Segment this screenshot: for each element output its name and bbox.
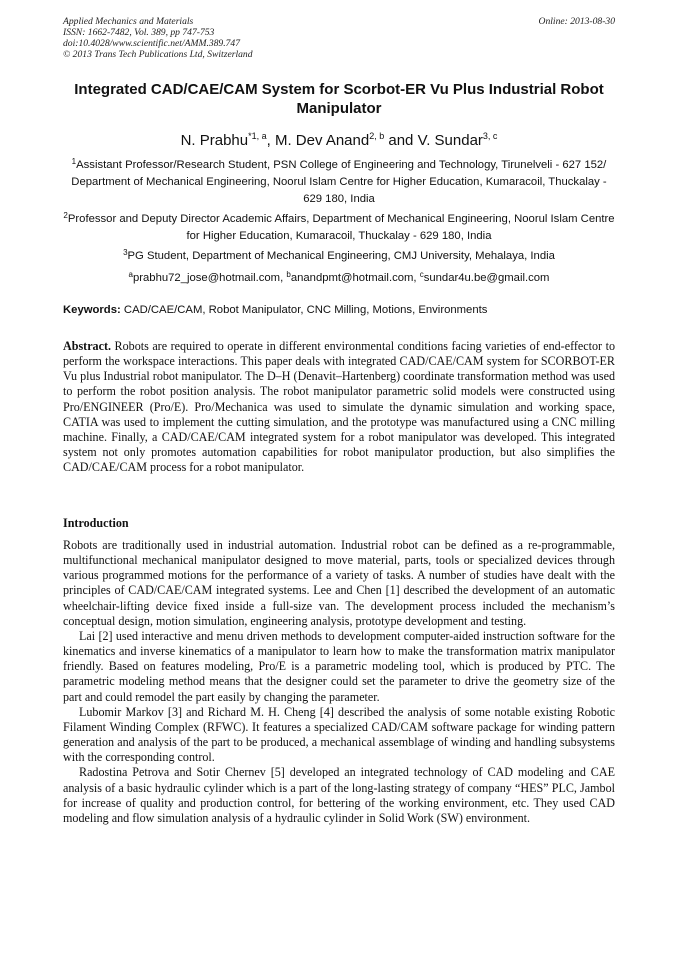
abstract — [63, 339, 615, 475]
online-date: Online: 2013-08-30 — [538, 16, 615, 27]
email-link[interactable]: anandpmt@hotmail.com, — [290, 272, 420, 284]
paragraph: Radostina Petrova and Sotir Chernev [5] developed an integrated technology of CAD modeling and CAE analysis of a basic hydraulic cylinder which is a part of the long-lasting strategy of company “HES” PLC, Jambol for increase of quality and production control, for bettering of the working environment, etc. They used CAD modeling and flow simulation analysis of a hydraulic cylinder in Solid Work (SW) environment. — [63, 765, 615, 825]
abstract-text: Robots are required to operate in different environmental conditions facing varieties of end-effector to perform the workspace interactions. This paper deals with integrated CAD/CAE/CAM system for SCORBOT-ER Vu plus Industrial robot manipulator. The D–H (Denavit–Hartenberg) coordinate transformation method was used to perform the robot position analysis. The robot manipulator parametric solid models were constructed using Pro/ENGINEER (Pro/E). Pro/Mechanica was used to simulate the dynamic simulation and working space, CATIA was used to implement the cutting simulation, and the prototype was manufactured using a CNC milling machine. Finally, a CAD/CAE/CAM integrated system for a robot manipulator was developed. This integrated system not only promotes automation capabilities for robot manipulator production, but also simplifies the CAD/CAE/CAM process for a robot manipulator. — [63, 339, 615, 475]
paragraph: Robots are traditionally used in industrial automation. Industrial robot can be defined as a re-programmable, multifunctional mechanical manipulator designed to move material, parts, tools or specialized devices through various programmed motions for the performance of a variety of tasks. A number of studies have dealt with the principles of CAD/CAE/CAM integrated systems. Lee and Chen [1] described the development of an automatic wheelchair-lifting device fixed inside a full-size van. The development process included the mechanism’s conceptual design, motion simulation, engineering analysis, prototype development and testing. — [63, 538, 615, 628]
affiliation-text: Assistant Professor/Research Student, PSN College of Engineering and Technology, Tirunelveli - 627 152/ Department of Mechanical Engineering, Noorul Islam Centre for Higher Education, Kumaracoil, Thuckalay - 629 180, India — [71, 159, 607, 205]
author-list: N. Prabhu$^{*1, a}$, M. Dev Anand$^{2, b}$ and V. Sundar$^{3, c}$ — [180, 131, 498, 149]
email-superscript: c — [419, 270, 424, 279]
author-superscript: *1, a — [248, 131, 267, 141]
section-heading-introduction: Introduction — [63, 516, 129, 530]
affiliation-2 — [63, 207, 615, 245]
author-superscript: 2, b — [369, 131, 385, 141]
affiliation-text: PG Student, Department of Mechanical Engineering, CMJ University, Mehalaya, India — [127, 250, 555, 262]
email-link[interactable]: prabhu72_jose@hotmail.com, — [132, 272, 287, 284]
keywords — [63, 303, 615, 318]
email-link[interactable]: sundar4u.be@gmail.com — [423, 272, 550, 284]
paragraph: Lubomir Markov [3] and Richard M. H. Cheng [4] described the analysis of some notable existing Robotic Filament Winding Complex (RFWC). It features a specialized CAD/CAM software package for winding pattern generation and analysis of the part to be produced, a mechanical assemblage of winding and handling subsystems with the corresponding control. — [63, 704, 615, 765]
author-superscript: 3, c — [482, 131, 498, 141]
copyright-line: © 2013 Trans Tech Publications Ltd, Switzerland — [63, 49, 253, 60]
paper-title: Integrated CAD/CAE/CAM System for Scorbot-ER Vu Plus Industrial Robot Manipulator — [74, 81, 604, 117]
author-emails — [63, 266, 615, 287]
author-name: V. Sundar — [417, 132, 483, 149]
affiliation-text: Professor and Deputy Director Academic Affairs, Department of Mechanical Engineering, Noorul Islam Centre for Higher Education, Kumaracoil, Thuckalay - 629 180, India — [67, 213, 615, 242]
keywords-text: CAD/CAE/CAM, Robot Manipulator, CNC Milling, Motions, Environments — [120, 304, 488, 316]
email-superscript: b — [286, 270, 291, 279]
journal-name: Applied Mechanics and Materials — [63, 16, 194, 27]
doi-line: doi:10.4028/www.scientific.net/AMM.389.747 — [63, 38, 241, 49]
paragraph: Lai [2] used interactive and menu driven methods to development computer-aided instruction software for the kinematics and inverse kinematics of a manipulator to learn how to make the transformation matrix manipulator friendly. Based on features modeling, Pro/E is a parametric modeling tool, which is produced by PTC. The parametric modeling method means that the designer could set the parameter to drive the geometry size of the part and could remodel the part easily by changing the parameter. — [63, 628, 615, 704]
affiliation-1 — [63, 153, 615, 208]
issn-line: ISSN: 1662-7482, Vol. 389, pp 747-753 — [63, 27, 215, 38]
affiliation-superscript: 2 — [63, 211, 68, 220]
journal-header — [63, 16, 615, 60]
introduction-body — [63, 538, 615, 826]
keywords-label: Keywords: — [63, 304, 121, 316]
author-name: N. Prabhu — [180, 132, 249, 149]
abstract-label: Abstract. — [63, 339, 112, 353]
author-name: M. Dev Anand — [274, 132, 370, 149]
affiliation-3 — [63, 244, 615, 265]
affiliation-superscript: 3 — [123, 248, 128, 257]
affiliation-superscript: 1 — [71, 157, 77, 166]
email-superscript: a — [128, 270, 133, 279]
